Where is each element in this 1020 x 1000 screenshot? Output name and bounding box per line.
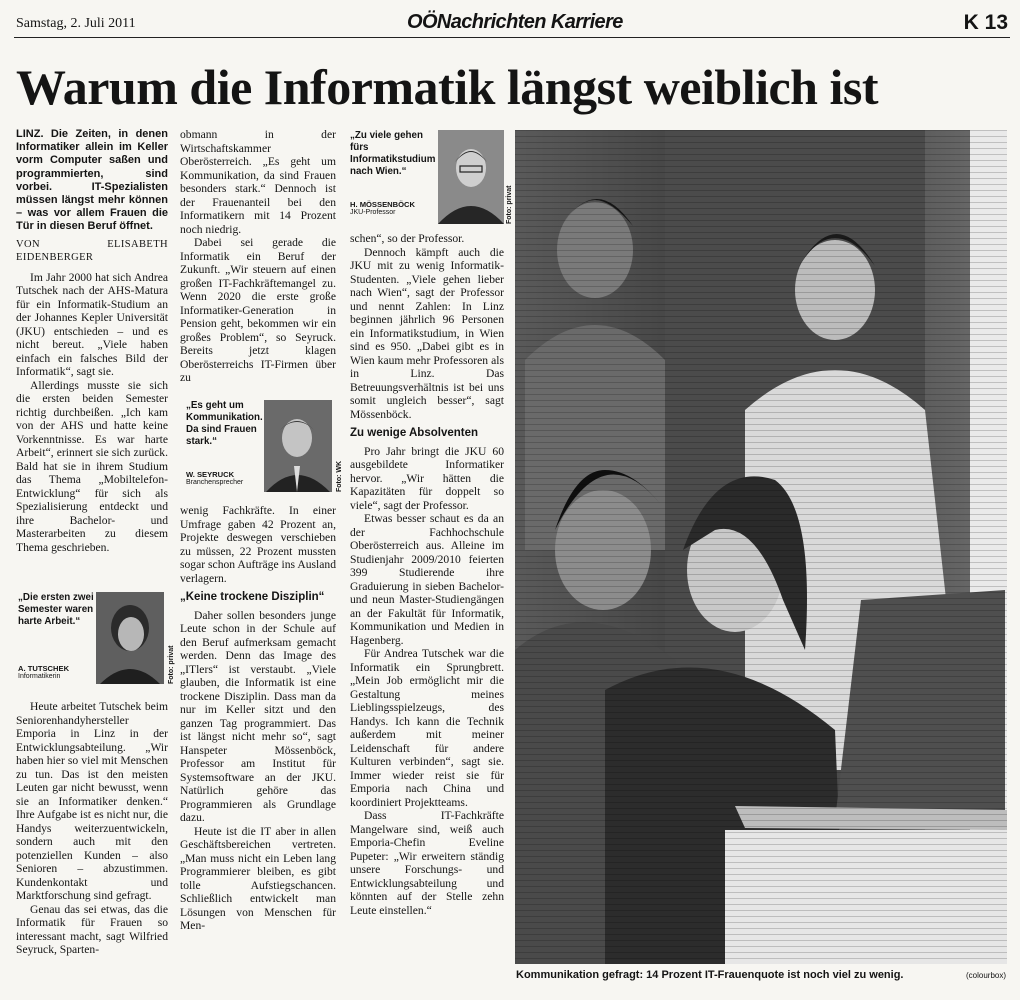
photo-credit: Foto: WK — [336, 460, 343, 492]
quote-role: Branchensprecher — [186, 479, 244, 486]
photo-credit: Foto: privat — [506, 185, 513, 224]
paragraph: schen“, so der Professor. — [350, 232, 465, 245]
page-number: K 13 — [963, 11, 1008, 34]
paragraph: Daher sollen besonders junge Leute schon in der Schule auf den Beruf aufmerksam gemacht werden. Denn das Image des „ITlers“ ist verstaubt. „Viele glauben, die Informatik ist eine trockene Disziplin. Dass man da nur im Keller sitzt und den ganzen Tag programmiert. Das ist längst nicht mehr so“, sagt Hanspeter Mössenböck, Professor am Institut für Systemsoftware an der JKU. Natürlich gehöre das Programmieren als Grundlage dazu. — [180, 608, 336, 824]
subheading: Zu wenige Absolventen — [350, 427, 479, 439]
portrait-photo — [96, 592, 164, 684]
paragraph: Genau das sei etwas, das die Informatik für Frauen so interessant macht, sagt Wilfried Seyruck, Sparten- — [16, 902, 168, 956]
quote-name: W. SEYRUCK — [186, 470, 235, 479]
pull-quote-moessenboeck — [350, 130, 514, 228]
subheading: „Keine trockene Disziplin“ — [180, 591, 325, 603]
paragraph: Dabei sei gerade die Informatik ein Beruf der Zukunft. „Wir steuern auf einen großen IT-Fachkräftemangel zu. Wenn 2020 die erste große Informatiker-Generation in Pension geht, bekommen wir ein großes Problem“, so Seyruck. Bereits jetzt klagen Oberösterreichs IT-Firmen über zu — [180, 236, 336, 384]
page-header — [14, 10, 1010, 38]
quote-name: A. TUTSCHEK — [18, 664, 70, 673]
quote-text: „Die ersten zwei Semester waren harte Arbeit.“ — [18, 592, 94, 627]
photo-credit: Foto: privat — [168, 645, 175, 684]
portrait-photo — [264, 400, 332, 492]
photo-caption: Kommunikation gefragt: 14 Prozent IT-Frauenquote ist noch viel zu wenig. — [516, 969, 904, 981]
paragraph: Pro Jahr bringt die JKU 60 ausgebildete Informatiker hervor. „Wir hätten die Kapazitäten für doppelt so viele“, sagt der Professor. — [350, 444, 504, 512]
paragraph: Im Jahr 2000 hat sich Andrea Tutschek nach der AHS-Matura für ein Informatik-Studium an der Johannes Kepler Universität (JKU) entschieden – und es nicht bereut. „Viele haben einfach ein falsches Bild der Informatik“, sagt sie. — [16, 270, 168, 379]
quote-text: „Zu viele gehen fürs Informatikstudium nach Wien.“ — [350, 130, 436, 177]
portrait-photo — [438, 130, 504, 224]
pull-quote-seyruck — [186, 400, 346, 496]
paragraph: Allerdings musste sie sich die ersten beiden Semester richtig durchbeißen. „Ich kam von der AHS und hatte keine Vorkenntnisse. Es war harte Arbeit“, erinnert sie sich zurück. Bald hat sie in ihrem Studium das Thema „Mobiltelefon-Entwicklung“ für sich als Spezialisierung entdeckt und ihre Bachelor- und Masterarbeiten zu diesem Thema geschrieben. — [16, 378, 168, 554]
article-column-2-continued — [180, 504, 336, 980]
quote-name: H. MÖSSENBÖCK — [350, 200, 415, 209]
quote-role: JKU-Professor — [350, 209, 396, 216]
paragraph: Etwas besser schaut es da an der Fachhochschule Oberösterreich aus. Alleine im Studienjahr 2009/2010 feierten 399 Studierende ihre Graduierung in sieben Bachelor- und neun Master-Studiengängen an der Fakultät für Informatik, Kommunikation und Medien in Hagenberg. — [350, 512, 504, 647]
article-headline: Warum die Informatik längst weiblich ist — [16, 59, 878, 115]
issue-date: Samstag, 2. Juli 2011 — [16, 16, 136, 31]
paragraph: Dennoch kämpft auch die JKU mit zu wenig Informatik-Studenten. „Viele gehen lieber nach Wien“, sagt der Professor und nennt Zahlen: In Linz beginnen jährlich 96 Personen ein Informatikstudium, in Wien sind es 950. „Dabei gibt es in Wien kaum mehr Professoren als in Linz. Das Betreuungsverhältnis ist bei uns somit ungleich besser“, sagt Mössenböck. — [350, 245, 504, 421]
pull-quote-tutschek — [18, 592, 178, 692]
paragraph: wenig Fachkräfte. In einer Umfrage gaben 42 Prozent an, Projekte deswegen verschieben zu müssen, 22 Prozent mussten sogar schon Aufträge ins Ausland verlagern. — [180, 504, 336, 585]
quote-role: Informatikerin — [18, 673, 61, 680]
article-column-3 — [350, 232, 504, 980]
paragraph: Heute ist die IT aber in allen Geschäftsbereichen vertreten. „Man muss nicht ein Leben lang Programmierer bleiben, es gibt tolle Aufstiegschancen. Schließlich entwickelt man Lösungen von Menschen für Men- — [180, 824, 336, 932]
publication-title: OÖNachrichten Karriere — [407, 11, 623, 33]
article-column-1 — [16, 128, 168, 580]
article-column-1-continued — [16, 700, 168, 972]
paragraph: Dass IT-Fachkräfte Mangelware sind, weiß auch Emporia-Chefin Eveline Pupeter: „Wir erweitern ständig unsere Forschungs- und Entwicklungsabteilung und könnten auf der Stelle zehn Leute einstellen.“ — [350, 809, 504, 917]
article-byline: VON ELISABETH EIDENBERGER — [16, 238, 168, 264]
article-lead: LINZ. Die Zeiten, in denen Informatiker allein im Keller vorm Computer saßen und programmierten, sind vorbei. IT-Spezialisten müssen längst mehr können – was vor allem Frauen die Tür in diesen Beruf öffnet. — [16, 128, 168, 233]
paragraph: Für Andrea Tutschek war die Informatik ein Sprungbrett. „Mein Job ermöglicht mir die Gestaltung meines Lieblingsspielzeugs, des Handys. Ich kann die Technik außerdem mit meiner Leidenschaft für andere Kulturen verbinden“, sagt sie. Immer wieder reist sie für Emporia nach China und koordiniert Projektteams. — [350, 647, 504, 809]
paragraph: Heute arbeitet Tutschek beim Seniorenhandyhersteller Emporia in Linz in der Entwicklungsabteilung. „Wir haben hier so viel mit Menschen zu tun. Das ist den meisten Leuten gar nicht bewusst, wenn sie an Informatiker denken.“ Ihre Aufgabe ist es nicht nur, die Handys weiterzuentwickeln, sondern auch mit den potenziellen Kunden – also Senioren – abzustimmen. Kundenkontakt und Marktforschung sind gefragt. — [16, 700, 168, 902]
main-photo — [515, 130, 1007, 964]
article-column-2 — [180, 128, 336, 390]
photo-credit: (colourbox) — [965, 971, 1006, 980]
paragraph: obmann in der Wirtschaftskammer Oberösterreich. „Es geht um Kommunikation, da sind Frauen besonders stark.“ Dennoch ist der Frauenanteil bei den Informatikern mit 14 Prozent noch niedrig. — [180, 128, 336, 236]
quote-text: „Es geht um Kommunikation. Da sind Frauen stark.“ — [186, 400, 263, 447]
